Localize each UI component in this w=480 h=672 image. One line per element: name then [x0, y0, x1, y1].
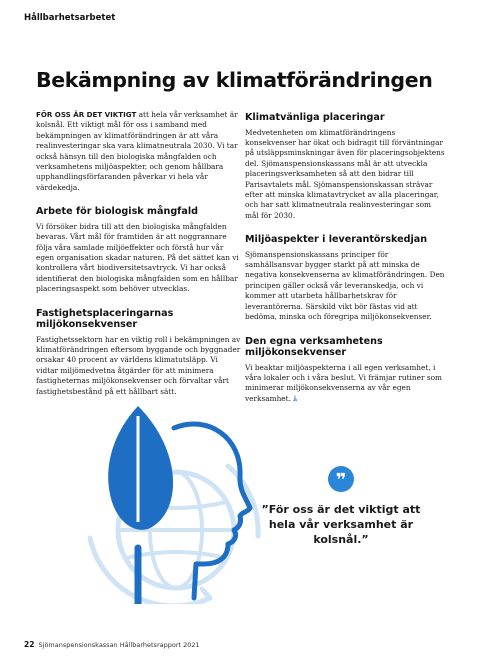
biodiversity-heading: Arbete för biologisk mångfald [36, 206, 198, 218]
intro-paragraph [36, 110, 242, 193]
own-operations-text: Vi beaktar miljöaspekterna i all egen verksamhet, i våra lokaler och i våra beslut. Vi främjar rutiner som minimerar miljökonsekvenserna av vår egen verksamhet. [245, 362, 442, 403]
page-number: 22 [24, 640, 35, 649]
biodiversity-paragraph: Vi försöker bidra till att den biologiska mångfalden bevaras. Vårt mål för framtiden är att noggrannare följa våra samlade miljöeffekter och förstå hur vår egen organisation skadar naturen. På det sättet kan vi kontrollera vårt biodiversitetsavtryck. Vi har också identifierat den biologiska mångfalden som en hållbar placeringsaspekt som behöver utvecklas. [36, 221, 239, 294]
real-estate-paragraph: Fastighetssektorn har en viktig roll i bekämpningen av klimatförändringen eftersom byggande och byggnader orsakar 40 procent av världens klimatutsläpp. Vi vidtar miljömedvetna åtgärder för att minimera fastigheternas miljökonsekvenser och förvaltar vårt fastighetsbestånd på ett hållbart sätt. [36, 334, 241, 396]
supplier-heading: Miljöaspekter i leverantörskedjan [245, 234, 428, 246]
end-mark-icon: ﾑ [293, 393, 297, 403]
right-column [245, 112, 445, 417]
supplier-paragraph: Sjömanspensionskassans principer för samhällsansvar bygger starkt på att minska de negativa konsekvenserna av klimatförändringen. Den principen gäller också vår leveranskedja, och vi kommer att utarbeta hållbarhetskrav för leverantörerna. Särskild vikt bör fästas vid att bedöma, minska och föregripa miljökonsekvenser. [245, 249, 445, 322]
page-title: Bekämpning av klimatförändringen [36, 68, 433, 92]
leaf-head-globe-illustration [78, 398, 264, 604]
own-operations-paragraph [245, 363, 445, 405]
quote-mark-icon: ❞ [328, 466, 354, 492]
climate-paragraph: Medvetenheten om klimatförändringens konsekvenser har ökat och bidragit till förväntningar på utsläppsminskningar även för placeringsobjektens del. Sjömanspensionskassans mål är att utveckla placeringsverksamheten så att den bidrar till Parisavtalets mål. Sjömanspensionskassan strävar efter att minska klimatavtrycket av alla placeringar, och har satt klimatneutrala realinvesteringar som mål för 2030. [245, 127, 445, 220]
section-label: Hållbarhetsarbetet [24, 13, 116, 23]
footer [24, 640, 200, 649]
pull-quote: ”För oss är det viktigt att hela vår verksamhet är kolsnål.” [261, 503, 421, 546]
left-column [36, 110, 242, 410]
intro-text: att hela vår verksamhet är kolsnål. Ett viktigt mål för oss i samband med bekämpningen av klimatförändringen är att våra realinvesteringar ska vara klimatneutrala 2030. Vi tar också hänsyn till den biologiska mångfalden och verksamhetens miljöaspekter, och genom hållbara upphandlingsförfaranden påverkar vi hela vår värdekedja. [36, 110, 238, 192]
climate-heading: Klimatvänliga placeringar [245, 112, 385, 123]
real-estate-heading: Fastighetsplaceringarnas miljökonsekvenser [36, 307, 174, 331]
own-operations-heading: Den egna verksamhetens miljökonsekvenser [245, 335, 383, 358]
intro-lead: FÖR OSS ÄR DET VIKTIGT [36, 110, 137, 119]
publication-name: Sjömanspensionskassan Hållbarhetsrapport 2021 [38, 641, 200, 649]
